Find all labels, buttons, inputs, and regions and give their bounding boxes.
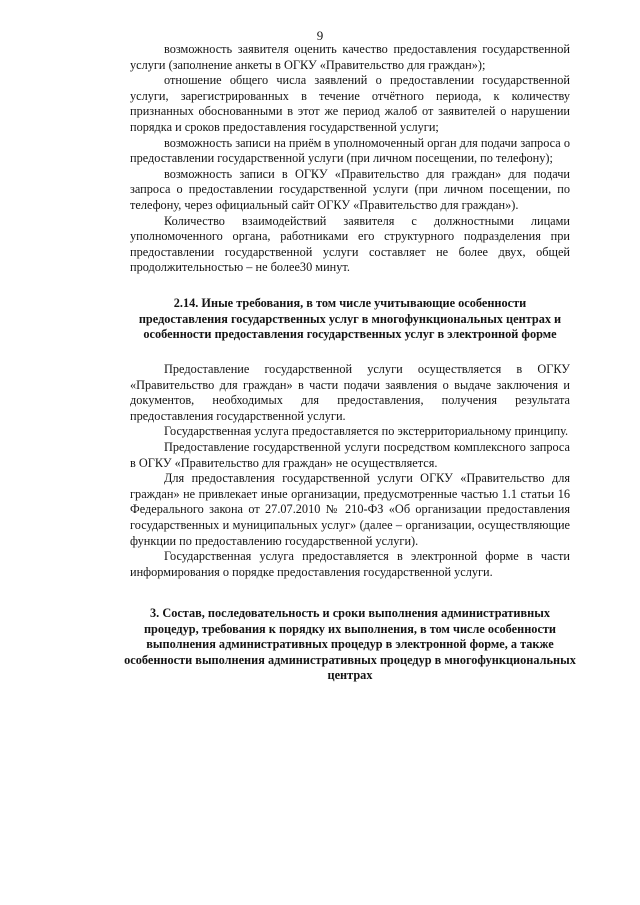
paragraph: Для предоставления государственной услуги ОГКУ «Правительство для граждан» не привлекает иные организации, предусмотренные частью 1.1 статьи 16 Федерального закона от 27.07.2010 № 210-ФЗ «Об организации предоставления государственных и муниципальных услуг» (далее – организации, осуществляющие функции по предоставлению государственной услуги). [130, 471, 570, 548]
paragraph: Государственная услуга предоставляется по экстерриториальному принципу. [164, 424, 569, 439]
page-number: 9 [316, 28, 324, 43]
paragraph: Количество взаимодействий заявителя с должностными лицами уполномоченного органа, работниками его структурного подразделения при предоставлении государственной услуги составляет не более двух, общей продолжительностью – не более30 минут. [130, 213, 570, 275]
other-requirements-block [130, 362, 570, 580]
paragraph: возможность записи в ОГКУ «Правительство для граждан» для подачи запроса о предоставлении государственной услуги (при личном посещении, по телефону, через официальный сайт ОГКУ «Правительство для граждан»). [130, 166, 570, 212]
paragraph: Предоставление государственной услуги осуществляется в ОГКУ «Правительство для граждан» в части подачи заявления о выдаче заключения и документов, необходимых для предоставления, получения результата предоставления государственной услуги. [130, 362, 570, 423]
paragraph: Предоставление государственной услуги посредством комплексного запроса в ОГКУ «Правительство для граждан» не осуществляется. [130, 439, 570, 470]
section-heading-2-14-wrap [130, 296, 570, 343]
section-heading-2-14: 2.14. Иные требования, в том числе учитывающие особенности предоставления государственных услуг в многофункциональных центрах и особенности предоставления государственных услуг в электронной форме [138, 296, 562, 342]
paragraph: возможность заявителя оценить качество предоставления государственной услуги (заполнение анкеты в ОГКУ «Правительство для граждан»); [130, 42, 570, 72]
section-heading-3-wrap [122, 606, 578, 684]
paragraph: отношение общего числа заявлений о предоставлении государственной услуги, зарегистрированных в течение отчётного периода, к количеству признанных обоснованными в этот же период жалоб от заявителей о нарушении порядка и сроков предоставления государственной услуги; [130, 73, 570, 134]
paragraph: возможность записи на приём в уполномоченный орган для подачи запроса о предоставлении государственной услуги (при личном посещении, по телефону); [130, 135, 570, 166]
section-heading-3: 3. Состав, последовательность и сроки выполнения административных процедур, требования к порядку их выполнения, в том числе особенности выполнения административных процедур в электронной форме, а также особенности выполнения административных процедур в многофункциональных центрах [124, 606, 576, 683]
paragraph: Государственная услуга предоставляется в электронной форме в части информирования о порядке предоставления государственной услуги. [130, 549, 570, 579]
quality-indicators-block [130, 42, 570, 276]
